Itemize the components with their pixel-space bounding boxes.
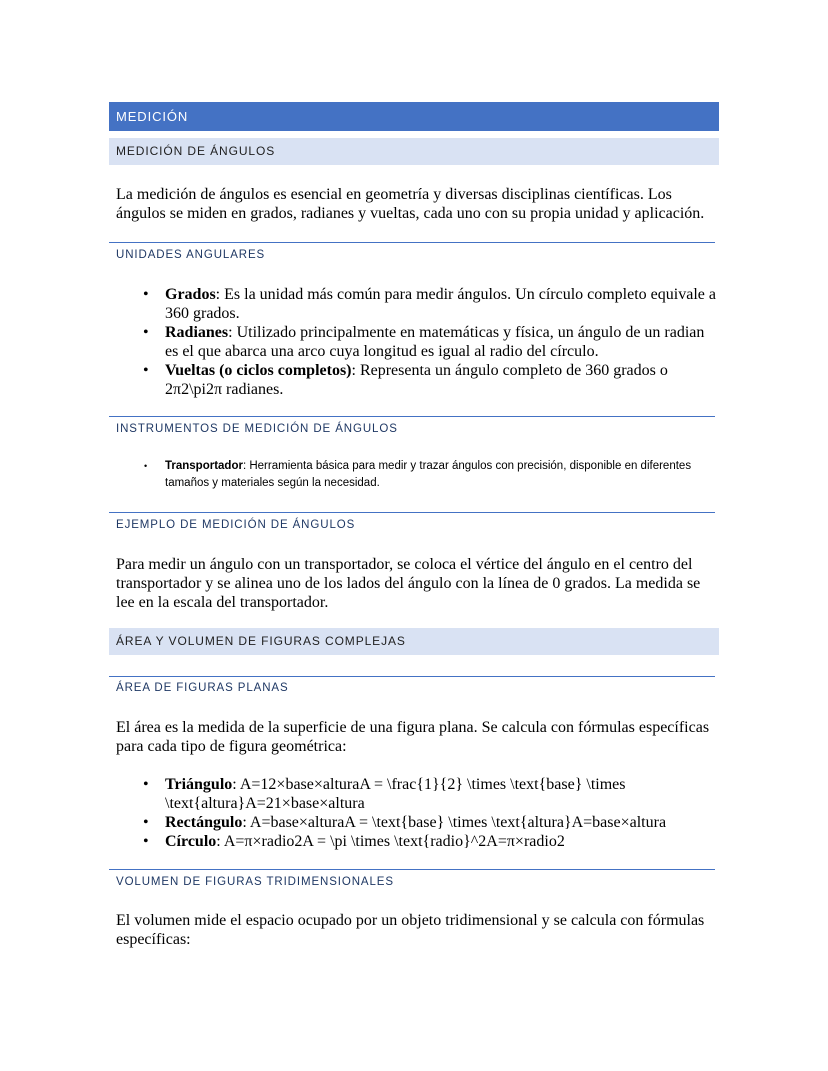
- list-item: [116, 832, 716, 851]
- volumen-paragraph: El volumen mide el espacio ocupado por un objeto tridimensional y se calcula con fórmulas específicas:: [116, 912, 705, 948]
- section-divider: [109, 512, 715, 513]
- section-divider: [109, 242, 715, 243]
- list-term: Triángulo: [165, 776, 233, 793]
- heading-medicion: MEDICIÓN: [109, 102, 719, 131]
- list-item: [116, 458, 716, 492]
- list-term: Radianes: [165, 324, 229, 341]
- heading-medicion-angulos: MEDICIÓN DE ÁNGULOS: [109, 138, 719, 165]
- list-text: : Utilizado principalmente en matemáticas y física, un ángulo de un radian es el que abarca una arco cuya longitud es igual al radio del círculo.: [165, 324, 705, 360]
- bullet-icon: •: [143, 776, 149, 793]
- heading-ejemplo: EJEMPLO DE MEDICIÓN DE ÁNGULOS: [116, 519, 356, 531]
- intro-paragraph: La medición de ángulos es esencial en geometría y diversas disciplinas científicas. Los ángulos se miden en grados, radianes y vueltas, cada uno con su propia unidad y aplicación.: [116, 186, 705, 222]
- list-term: Grados: [165, 286, 216, 303]
- bullet-icon: •: [143, 286, 149, 303]
- section-divider: [109, 869, 715, 870]
- list-term: Transportador: [165, 460, 243, 472]
- list-text: : A=π×radio2A = \pi \times \text{radio}^2A=π×radio2: [216, 833, 565, 850]
- list-item: [116, 285, 716, 323]
- list-term: Rectángulo: [165, 814, 243, 831]
- list-text: : A=12×base×alturaA = \frac{1}{2} \times \text{base} \times \text{altura}A=21×base×altura: [165, 776, 626, 812]
- planas-paragraph: El área es la medida de la superficie de una figura plana. Se calcula con fórmulas específicas para cada tipo de figura geométrica:: [116, 719, 710, 755]
- list-text: : A=base×alturaA = \text{base} \times \text{altura}A=base×altura: [242, 814, 667, 831]
- list-item: [116, 775, 716, 813]
- heading-figuras-planas: ÁREA DE FIGURAS PLANAS: [116, 682, 289, 694]
- heading-volumen: VOLUMEN DE FIGURAS TRIDIMENSIONALES: [116, 876, 394, 888]
- list-item: [116, 813, 716, 832]
- list-text: : Es la unidad más común para medir ángulos. Un círculo completo equivale a 360 grados.: [165, 286, 716, 322]
- formulas-list: [116, 775, 716, 851]
- list-item: [116, 323, 716, 361]
- heading-instrumentos: INSTRUMENTOS DE MEDICIÓN DE ÁNGULOS: [116, 423, 398, 435]
- bullet-icon: •: [143, 324, 149, 341]
- instrumentos-list: [116, 458, 716, 492]
- bullet-icon: •: [143, 833, 149, 850]
- section-divider: [109, 676, 715, 677]
- bullet-icon: •: [144, 461, 148, 471]
- list-term: Vueltas (o ciclos completos): [165, 362, 352, 379]
- bullet-icon: •: [143, 814, 149, 831]
- list-text: : Herramienta básica para medir y trazar ángulos con precisión, disponible en diferentes tamaños y materiales según la necesidad.: [165, 460, 692, 489]
- list-text: : Representa un ángulo completo de 360 grados o 2π2\pi2π radianes.: [165, 362, 668, 398]
- ejemplo-paragraph: Para medir un ángulo con un transportador, se coloca el vértice del ángulo en el centro del transportador y se alinea uno de los lados del ángulo con la línea de 0 grados. La medida se lee en la escala del transportador.: [116, 556, 701, 611]
- list-term: Círculo: [165, 833, 217, 850]
- heading-area-volumen: ÁREA Y VOLUMEN DE FIGURAS COMPLEJAS: [109, 628, 719, 655]
- bullet-icon: •: [143, 362, 149, 379]
- heading-unidades-angulares: UNIDADES ANGULARES: [116, 249, 266, 261]
- list-item: [116, 361, 716, 399]
- unidades-list: [116, 285, 716, 399]
- section-divider: [109, 416, 715, 417]
